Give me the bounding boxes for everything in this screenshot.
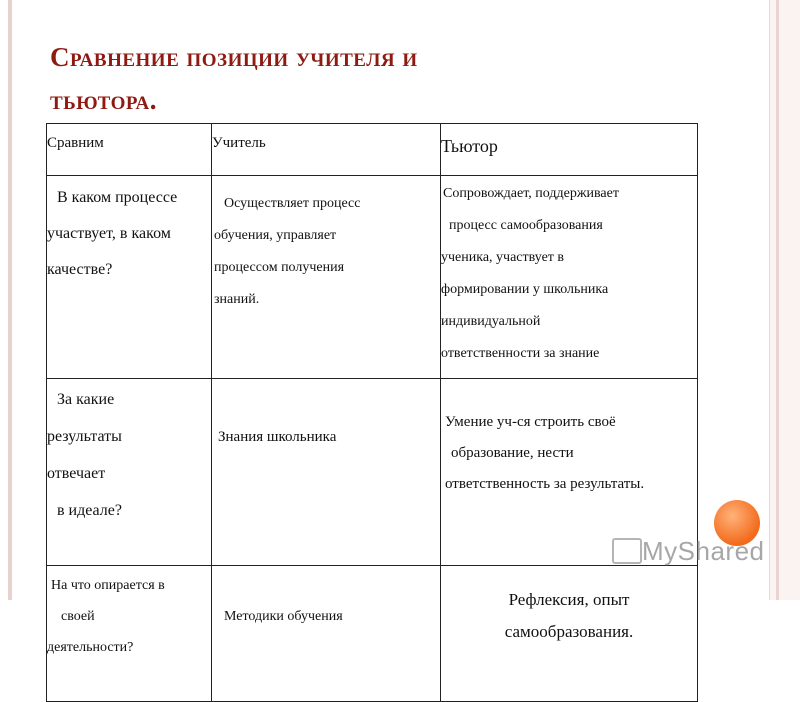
row-question (47, 379, 212, 566)
row-question (47, 566, 212, 702)
slide-title (50, 36, 750, 122)
table-row (47, 566, 698, 702)
watermark-text: MyShared (642, 536, 765, 566)
teacher-line: процессом получения (214, 260, 345, 275)
watermark-logo (612, 500, 772, 564)
tutor-line: процесс самообразования (449, 218, 603, 233)
question-line: деятельности? (47, 640, 134, 655)
question-line: отвечает (47, 465, 106, 482)
tutor-line: индивидуальной (441, 314, 541, 329)
tutor-line: Умение уч-ся строить своё (445, 414, 616, 430)
teacher-line: Знания школьника (218, 429, 337, 445)
header-teacher: Учитель (212, 124, 441, 176)
teacher-cell (212, 379, 441, 566)
tutor-line: образование, нести (451, 445, 574, 461)
row-question (47, 176, 212, 379)
tutor-cell (441, 176, 698, 379)
table-row (47, 176, 698, 379)
tutor-line: ответственность за результаты. (445, 476, 645, 492)
table-header-row (47, 124, 698, 176)
tutor-line: формировании у школьника (441, 282, 609, 297)
tutor-line: ответственности за знание (441, 346, 600, 361)
question-line: результаты (47, 428, 122, 445)
teacher-line: знаний. (214, 292, 260, 307)
header-compare: Сравним (47, 124, 212, 176)
header-tutor: Тьютор (441, 124, 698, 176)
left-decoration (8, 0, 12, 600)
teacher-line: обучения, управляет (214, 228, 337, 243)
question-line: в идеале? (57, 502, 122, 519)
question-line: качестве? (47, 261, 113, 278)
teacher-line: Осуществляет процесс (224, 196, 361, 211)
question-line: В каком процессе (57, 189, 178, 206)
tutor-cell (441, 566, 698, 702)
right-decoration (769, 0, 800, 600)
comparison-table (46, 123, 698, 702)
question-line: своей (61, 609, 95, 624)
tutor-line: Рефлексия, опыт (508, 590, 630, 609)
table-row (47, 379, 698, 566)
question-line: участвует, в каком (47, 225, 171, 242)
tutor-line: ученика, участвует в (441, 250, 565, 265)
teacher-cell (212, 566, 441, 702)
title-line-2: тьютора. (50, 85, 158, 115)
teacher-cell (212, 176, 441, 379)
presentation-icon (612, 538, 642, 564)
tutor-line: самообразования. (504, 622, 634, 641)
tutor-line: Сопровождает, поддерживает (443, 186, 619, 201)
teacher-line: Методики обучения (224, 609, 343, 624)
question-line: На что опирается в (51, 578, 165, 593)
title-line-1: Сравнение позиции учителя и (50, 42, 418, 72)
question-line: За какие (57, 391, 115, 408)
